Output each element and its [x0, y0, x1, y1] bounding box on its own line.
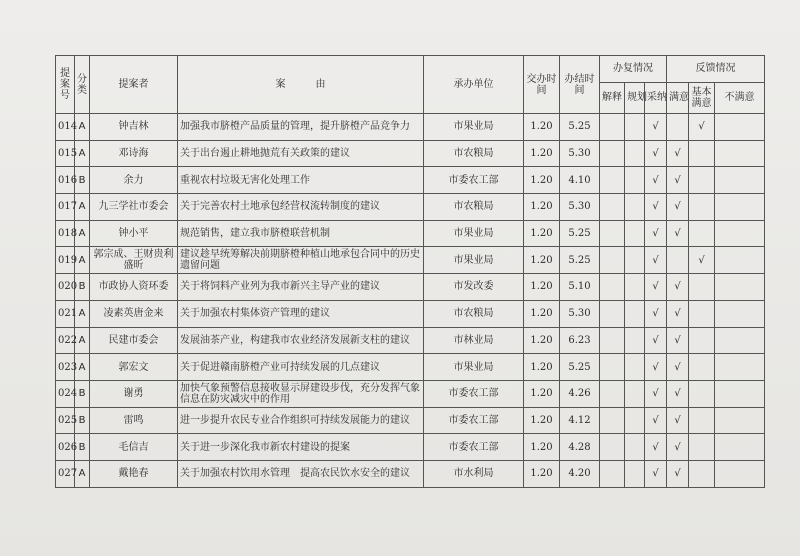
reply-explain-cell [600, 274, 625, 301]
reply-plan-cell [625, 114, 645, 141]
assigned-date-cell: 1.20 [524, 167, 560, 194]
reply-adopt-cell: √ [645, 407, 667, 434]
unit-cell: 市果业局 [424, 114, 524, 141]
proposal-number-cell: 021 [56, 300, 75, 327]
feedback-basic-cell [689, 194, 715, 221]
feedback-basic-cell: √ [689, 114, 715, 141]
feedback-basic-cell [689, 274, 715, 301]
assigned-date-cell: 1.20 [524, 300, 560, 327]
done-date-cell: 4.26 [560, 380, 600, 407]
reply-plan-cell [625, 220, 645, 247]
feedback-satisfied-cell [667, 247, 689, 274]
proposal-number-cell: 018 [56, 220, 75, 247]
proposer-cell: 雷鸣 [90, 407, 178, 434]
subject-cell: 关于加强农村饮用水管理 提高农民饮水安全的建议 [178, 460, 424, 487]
subject-cell: 加强我市脐橙产品质量的管理，提升脐橙产品竞争力 [178, 114, 424, 141]
subject-cell: 关于进一步深化我市新农村建设的提案 [178, 434, 424, 461]
category-cell: A [75, 460, 90, 487]
subject-cell: 建议趁早统筹解决前期脐橙种植山地承包合同中的历史遗留问题 [178, 247, 424, 274]
feedback-basic-cell [689, 167, 715, 194]
feedback-satisfied-cell: √ [667, 407, 689, 434]
category-cell: B [75, 434, 90, 461]
proposer-cell: 九三学社市委会 [90, 194, 178, 221]
done-date-cell: 4.20 [560, 460, 600, 487]
header-assigned: 交办时间 [524, 56, 560, 114]
feedback-basic-cell [689, 407, 715, 434]
done-date-cell: 5.25 [560, 114, 600, 141]
subject-cell: 发展油茶产业，构建我市农业经济发展新支柱的建议 [178, 327, 424, 354]
feedback-unsatisfied-cell [715, 434, 765, 461]
proposal-number-cell: 020 [56, 274, 75, 301]
done-date-cell: 4.28 [560, 434, 600, 461]
proposer-cell: 郭宗成、王财贵利盛昕 [90, 247, 178, 274]
feedback-satisfied-cell: √ [667, 167, 689, 194]
feedback-satisfied-cell: √ [667, 274, 689, 301]
reply-plan-cell [625, 434, 645, 461]
feedback-unsatisfied-cell [715, 140, 765, 167]
header-feedback-basic: 基本满意 [689, 83, 715, 114]
reply-adopt-cell: √ [645, 354, 667, 381]
reply-plan-cell [625, 194, 645, 221]
category-cell: A [75, 140, 90, 167]
feedback-unsatisfied-cell [715, 167, 765, 194]
proposal-number-cell: 024 [56, 380, 75, 407]
subject-cell: 关于出台遏止耕地抛荒有关政策的建议 [178, 140, 424, 167]
done-date-cell: 5.25 [560, 220, 600, 247]
reply-explain-cell [600, 300, 625, 327]
feedback-satisfied-cell [667, 114, 689, 141]
feedback-satisfied-cell: √ [667, 220, 689, 247]
proposer-cell: 钟小平 [90, 220, 178, 247]
unit-cell: 市农粮局 [424, 194, 524, 221]
feedback-unsatisfied-cell [715, 194, 765, 221]
proposer-cell: 谢勇 [90, 380, 178, 407]
table-row [56, 140, 765, 167]
table-body [56, 114, 765, 488]
reply-plan-cell [625, 380, 645, 407]
feedback-basic-cell [689, 354, 715, 381]
table-row [56, 460, 765, 487]
proposal-number-cell: 014 [56, 114, 75, 141]
category-cell: A [75, 194, 90, 221]
header-num: 提案号 [56, 56, 75, 114]
reply-explain-cell [600, 327, 625, 354]
header-feedback: 反馈情况 [667, 56, 765, 83]
table-row [56, 407, 765, 434]
assigned-date-cell: 1.20 [524, 194, 560, 221]
feedback-satisfied-cell: √ [667, 327, 689, 354]
done-date-cell: 5.30 [560, 300, 600, 327]
table-row [56, 327, 765, 354]
feedback-basic-cell: √ [689, 247, 715, 274]
proposer-cell: 毛信吉 [90, 434, 178, 461]
table-row [56, 194, 765, 221]
unit-cell: 市农粮局 [424, 300, 524, 327]
table-row [56, 354, 765, 381]
reply-adopt-cell: √ [645, 300, 667, 327]
header-proposer: 提案者 [90, 56, 178, 114]
unit-cell: 市果业局 [424, 247, 524, 274]
table-row [56, 247, 765, 274]
proposer-cell: 市政协人资环委 [90, 274, 178, 301]
unit-cell: 市委农工部 [424, 434, 524, 461]
reply-explain-cell [600, 354, 625, 381]
header-category: 分类 [75, 56, 90, 114]
assigned-date-cell: 1.20 [524, 460, 560, 487]
assigned-date-cell: 1.20 [524, 354, 560, 381]
unit-cell: 市发改委 [424, 274, 524, 301]
assigned-date-cell: 1.20 [524, 327, 560, 354]
done-date-cell: 4.10 [560, 167, 600, 194]
category-cell: A [75, 300, 90, 327]
feedback-basic-cell [689, 434, 715, 461]
subject-cell: 关于促进赣南脐橙产业可持续发展的几点建议 [178, 354, 424, 381]
feedback-basic-cell [689, 460, 715, 487]
subject-cell: 进一步提升农民专业合作组织可持续发展能力的建议 [178, 407, 424, 434]
subject-cell: 关于完善农村土地承包经营权流转制度的建议 [178, 194, 424, 221]
reply-explain-cell [600, 194, 625, 221]
reply-plan-cell [625, 274, 645, 301]
table-row [56, 167, 765, 194]
proposal-number-cell: 026 [56, 434, 75, 461]
feedback-basic-cell [689, 220, 715, 247]
subject-cell: 重视农村垃圾无害化处理工作 [178, 167, 424, 194]
header-feedback-satisfied: 满意 [667, 83, 689, 114]
category-cell: A [75, 247, 90, 274]
proposal-table [55, 55, 765, 488]
proposal-number-cell: 016 [56, 167, 75, 194]
header-done: 办结时间 [560, 56, 600, 114]
feedback-basic-cell [689, 380, 715, 407]
done-date-cell: 5.25 [560, 354, 600, 381]
feedback-satisfied-cell: √ [667, 460, 689, 487]
assigned-date-cell: 1.20 [524, 274, 560, 301]
category-cell: A [75, 114, 90, 141]
assigned-date-cell: 1.20 [524, 247, 560, 274]
unit-cell: 市果业局 [424, 220, 524, 247]
feedback-unsatisfied-cell [715, 274, 765, 301]
reply-plan-cell [625, 460, 645, 487]
table-row [56, 220, 765, 247]
reply-adopt-cell: √ [645, 274, 667, 301]
reply-adopt-cell: √ [645, 247, 667, 274]
subject-cell: 规范销售，建立我市脐橙联营机制 [178, 220, 424, 247]
assigned-date-cell: 1.20 [524, 140, 560, 167]
reply-adopt-cell: √ [645, 140, 667, 167]
feedback-unsatisfied-cell [715, 460, 765, 487]
proposer-cell: 民建市委会 [90, 327, 178, 354]
unit-cell: 市委农工部 [424, 407, 524, 434]
reply-adopt-cell: √ [645, 194, 667, 221]
table-row [56, 434, 765, 461]
feedback-satisfied-cell: √ [667, 434, 689, 461]
feedback-unsatisfied-cell [715, 327, 765, 354]
reply-plan-cell [625, 327, 645, 354]
proposal-number-cell: 015 [56, 140, 75, 167]
table-row [56, 274, 765, 301]
assigned-date-cell: 1.20 [524, 407, 560, 434]
feedback-unsatisfied-cell [715, 114, 765, 141]
reply-explain-cell [600, 140, 625, 167]
header-reply-explain: 解释 [600, 83, 625, 114]
category-cell: B [75, 274, 90, 301]
category-cell: B [75, 167, 90, 194]
assigned-date-cell: 1.20 [524, 380, 560, 407]
proposer-cell: 邓诗海 [90, 140, 178, 167]
table-row [56, 114, 765, 141]
table-row [56, 300, 765, 327]
reply-plan-cell [625, 167, 645, 194]
done-date-cell: 4.12 [560, 407, 600, 434]
feedback-basic-cell [689, 300, 715, 327]
proposer-cell: 余力 [90, 167, 178, 194]
reply-plan-cell [625, 140, 645, 167]
reply-plan-cell [625, 407, 645, 434]
header-subject: 案 由 [178, 56, 424, 114]
reply-plan-cell [625, 300, 645, 327]
done-date-cell: 5.10 [560, 274, 600, 301]
header-feedback-unsatisfied: 不满意 [715, 83, 765, 114]
table-row [56, 380, 765, 407]
feedback-unsatisfied-cell [715, 300, 765, 327]
reply-explain-cell [600, 380, 625, 407]
reply-explain-cell [600, 434, 625, 461]
feedback-satisfied-cell: √ [667, 140, 689, 167]
reply-explain-cell [600, 114, 625, 141]
feedback-unsatisfied-cell [715, 247, 765, 274]
unit-cell: 市水利局 [424, 460, 524, 487]
assigned-date-cell: 1.20 [524, 434, 560, 461]
proposal-number-cell: 019 [56, 247, 75, 274]
proposal-number-cell: 027 [56, 460, 75, 487]
category-cell: B [75, 407, 90, 434]
feedback-satisfied-cell: √ [667, 380, 689, 407]
reply-adopt-cell: √ [645, 220, 667, 247]
category-cell: B [75, 380, 90, 407]
subject-cell: 加快气象预警信息接收显示屏建设步伐，充分发挥气象信息在防灾减灾中的作用 [178, 380, 424, 407]
done-date-cell: 5.25 [560, 247, 600, 274]
assigned-date-cell: 1.20 [524, 220, 560, 247]
reply-explain-cell [600, 460, 625, 487]
feedback-unsatisfied-cell [715, 380, 765, 407]
feedback-basic-cell [689, 140, 715, 167]
category-cell: A [75, 220, 90, 247]
reply-plan-cell [625, 354, 645, 381]
category-cell: A [75, 354, 90, 381]
header-reply-plan: 规划 [625, 83, 645, 114]
proposer-cell: 戴艳春 [90, 460, 178, 487]
proposal-number-cell: 017 [56, 194, 75, 221]
proposer-cell: 凌素英唐金来 [90, 300, 178, 327]
reply-explain-cell [600, 220, 625, 247]
category-cell: A [75, 327, 90, 354]
reply-adopt-cell: √ [645, 114, 667, 141]
feedback-satisfied-cell: √ [667, 354, 689, 381]
header-unit: 承办单位 [424, 56, 524, 114]
header-reply: 办复情况 [600, 56, 667, 83]
header-reply-adopt: 采纳 [645, 83, 667, 114]
reply-adopt-cell: √ [645, 167, 667, 194]
feedback-unsatisfied-cell [715, 354, 765, 381]
feedback-basic-cell [689, 327, 715, 354]
done-date-cell: 6.23 [560, 327, 600, 354]
reply-adopt-cell: √ [645, 434, 667, 461]
feedback-unsatisfied-cell [715, 407, 765, 434]
reply-explain-cell [600, 407, 625, 434]
unit-cell: 市委农工部 [424, 167, 524, 194]
unit-cell: 市林业局 [424, 327, 524, 354]
proposer-cell: 钟吉林 [90, 114, 178, 141]
proposal-number-cell: 023 [56, 354, 75, 381]
unit-cell: 市委农工部 [424, 380, 524, 407]
feedback-satisfied-cell: √ [667, 194, 689, 221]
reply-adopt-cell: √ [645, 380, 667, 407]
unit-cell: 市果业局 [424, 354, 524, 381]
unit-cell: 市农粮局 [424, 140, 524, 167]
assigned-date-cell: 1.20 [524, 114, 560, 141]
proposal-number-cell: 025 [56, 407, 75, 434]
feedback-satisfied-cell: √ [667, 300, 689, 327]
reply-adopt-cell: √ [645, 327, 667, 354]
feedback-unsatisfied-cell [715, 220, 765, 247]
subject-cell: 关于将饲料产业列为我市新兴主导产业的建议 [178, 274, 424, 301]
proposal-number-cell: 022 [56, 327, 75, 354]
reply-plan-cell [625, 247, 645, 274]
reply-explain-cell [600, 247, 625, 274]
reply-adopt-cell: √ [645, 460, 667, 487]
done-date-cell: 5.30 [560, 140, 600, 167]
reply-explain-cell [600, 167, 625, 194]
subject-cell: 关于加强农村集体资产管理的建议 [178, 300, 424, 327]
proposer-cell: 郭宏文 [90, 354, 178, 381]
done-date-cell: 5.30 [560, 194, 600, 221]
